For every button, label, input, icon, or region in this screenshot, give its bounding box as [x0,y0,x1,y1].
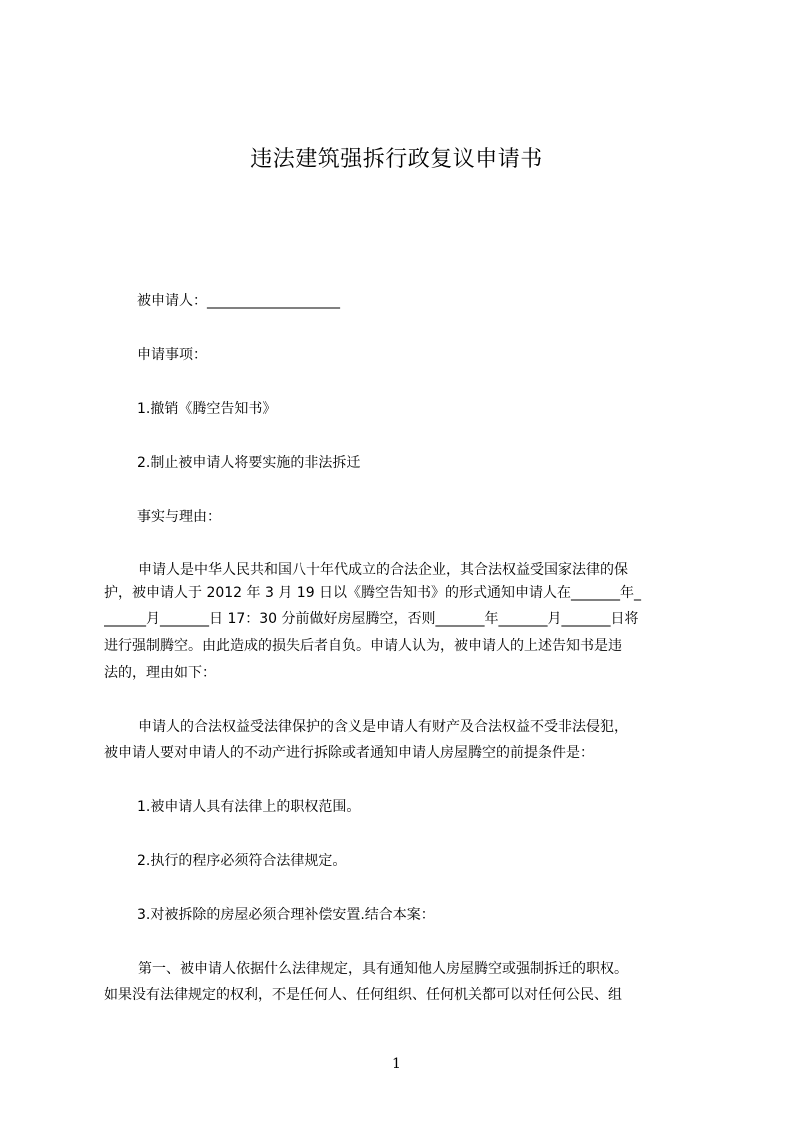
paragraph-line: 申请人的合法权益受法律保护的含义是申请人有财产及合法权益不受非法侵犯， [138,719,628,735]
paragraph-line: 护，被申请人于 2012 年 3 月 19 日以《腾空告知书》的形式通知申请人在_______年_ [104,585,642,601]
request-item-1: 1.撤销《腾空告知书》 [137,401,277,417]
paragraph-line: 申请人是中华人民共和国八十年代成立的合法企业，其合法权益受国家法律的保 [138,562,628,578]
condition-item-1: 1.被申请人具有法律上的职权范围。 [137,799,361,815]
document-title: 违法建筑强拆行政复议申请书 [250,147,543,172]
paragraph-line: 法的，理由如下： [104,665,216,681]
request-item-2: 2.制止被申请人将要实施的非法拆迁 [137,455,361,471]
page-number: 1 [392,1056,401,1072]
request-heading: 申请事项： [137,347,207,363]
paragraph-line: 如果没有法律规定的权利，不是任何人、任何组织、任何机关都可以对任何公民、组 [104,987,622,1003]
facts-heading: 事实与理由： [137,509,221,525]
paragraph-line: 进行强制腾空。由此造成的损失后者自负。申请人认为，被申请人的上述告知书是违 [104,638,622,654]
paragraph-line: 第一、被申请人依据什么法律规定，具有通知他人房屋腾空或强制拆迁的职权。 [138,961,628,977]
condition-item-3: 3.对被拆除的房屋必须合理补偿安置.结合本案： [137,907,435,923]
condition-item-2: 2.执行的程序必须符合法律规定。 [137,853,347,869]
paragraph-line: 被申请人要对申请人的不动产进行拆除或者通知申请人房屋腾空的前提条件是： [104,745,594,761]
respondent-line: 被申请人：___________________ [137,293,340,309]
paragraph-line: ______月_______日 17：30 分前做好房屋腾空，否则_______年_______月_______日将 [104,611,639,627]
